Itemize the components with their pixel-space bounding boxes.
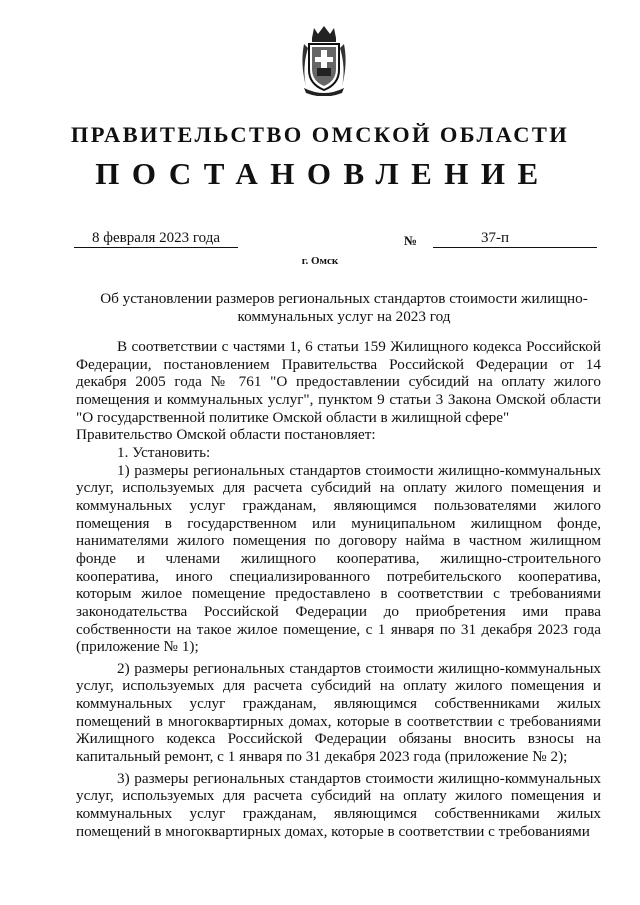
document-body bbox=[76, 338, 601, 840]
preamble-paragraph: В соответствии с частями 1, 6 статьи 159 Жилищного кодекса Российской Федерации, постановлением Правительства Российской Федерации от 14 декабря 2005 года № 761 "О предоставлении субсидий на оплату жилого помещения и коммунальных услуг", пунктом 9 статьи 3 Закона Омской области "О государственной политике Омской области в жилищной сфере" bbox=[76, 338, 601, 426]
subitem-2: 2) размеры региональных стандартов стоимости жилищно-коммунальных услуг, используемых для расчета субсидий на оплату жилого помещения и коммунальных услуг гражданам, являющимся собственниками жилых помещений в многоквартирных домах, которые в соответствии с требованиями Жилищного кодекса Российской Федерации обязаны вносить взносы на капитальный ремонт, с 1 января по 31 декабря 2023 года (приложение № 2); bbox=[76, 659, 601, 766]
preamble-conclusion: Правительство Омской области постановляет: bbox=[76, 426, 376, 444]
document-number-line bbox=[433, 230, 597, 248]
number-sign: № bbox=[404, 233, 418, 248]
subitem-3: 3) размеры региональных стандартов стоимости жилищно-коммунальных услуг, используемых для расчета субсидий на оплату жилого помещения и коммунальных услуг гражданам, являющимся собственниками жилых помещений в многоквартирных домах, которые в соответствии с требованиями bbox=[76, 769, 601, 840]
omsk-region-coat-of-arms-icon bbox=[298, 24, 350, 96]
document-title: Об установлении размеров региональных стандартов стоимости жилищно-коммунальных услуг на 2023 год bbox=[100, 290, 588, 325]
document-type: ПОСТАНОВЛЕНИЕ bbox=[95, 156, 551, 191]
document-date: 8 февраля 2023 года bbox=[74, 230, 238, 248]
government-name: ПРАВИТЕЛЬСТВО ОМСКОЙ ОБЛАСТИ bbox=[70, 122, 570, 147]
document-number: 37-п bbox=[481, 230, 510, 246]
item-1: 1. Установить: bbox=[117, 443, 211, 461]
city: г. Омск bbox=[301, 255, 339, 267]
subitem-1: 1) размеры региональных стандартов стоимости жилищно-коммунальных услуг, используемых для расчета субсидий на оплату жилого помещения и коммунальных услуг гражданам, являющимся пользователями жилого помещения в государственном или муниципальном жилищном фонде, нанимателями жилого помещения по договору найма в частном жилищном фонде и членами жилищного кооператива, жилищно-строительного кооператива, иного специализированного потребительского кооператива, которым жилое помещение предоставлено в соответствии с требованиями законодательства Российской Федерации до приобретения ими права собственности на такое жилое помещение, с 1 января по 31 декабря 2023 года (приложение № 1); bbox=[76, 461, 601, 656]
coat-of-arms-emblem bbox=[298, 24, 350, 96]
